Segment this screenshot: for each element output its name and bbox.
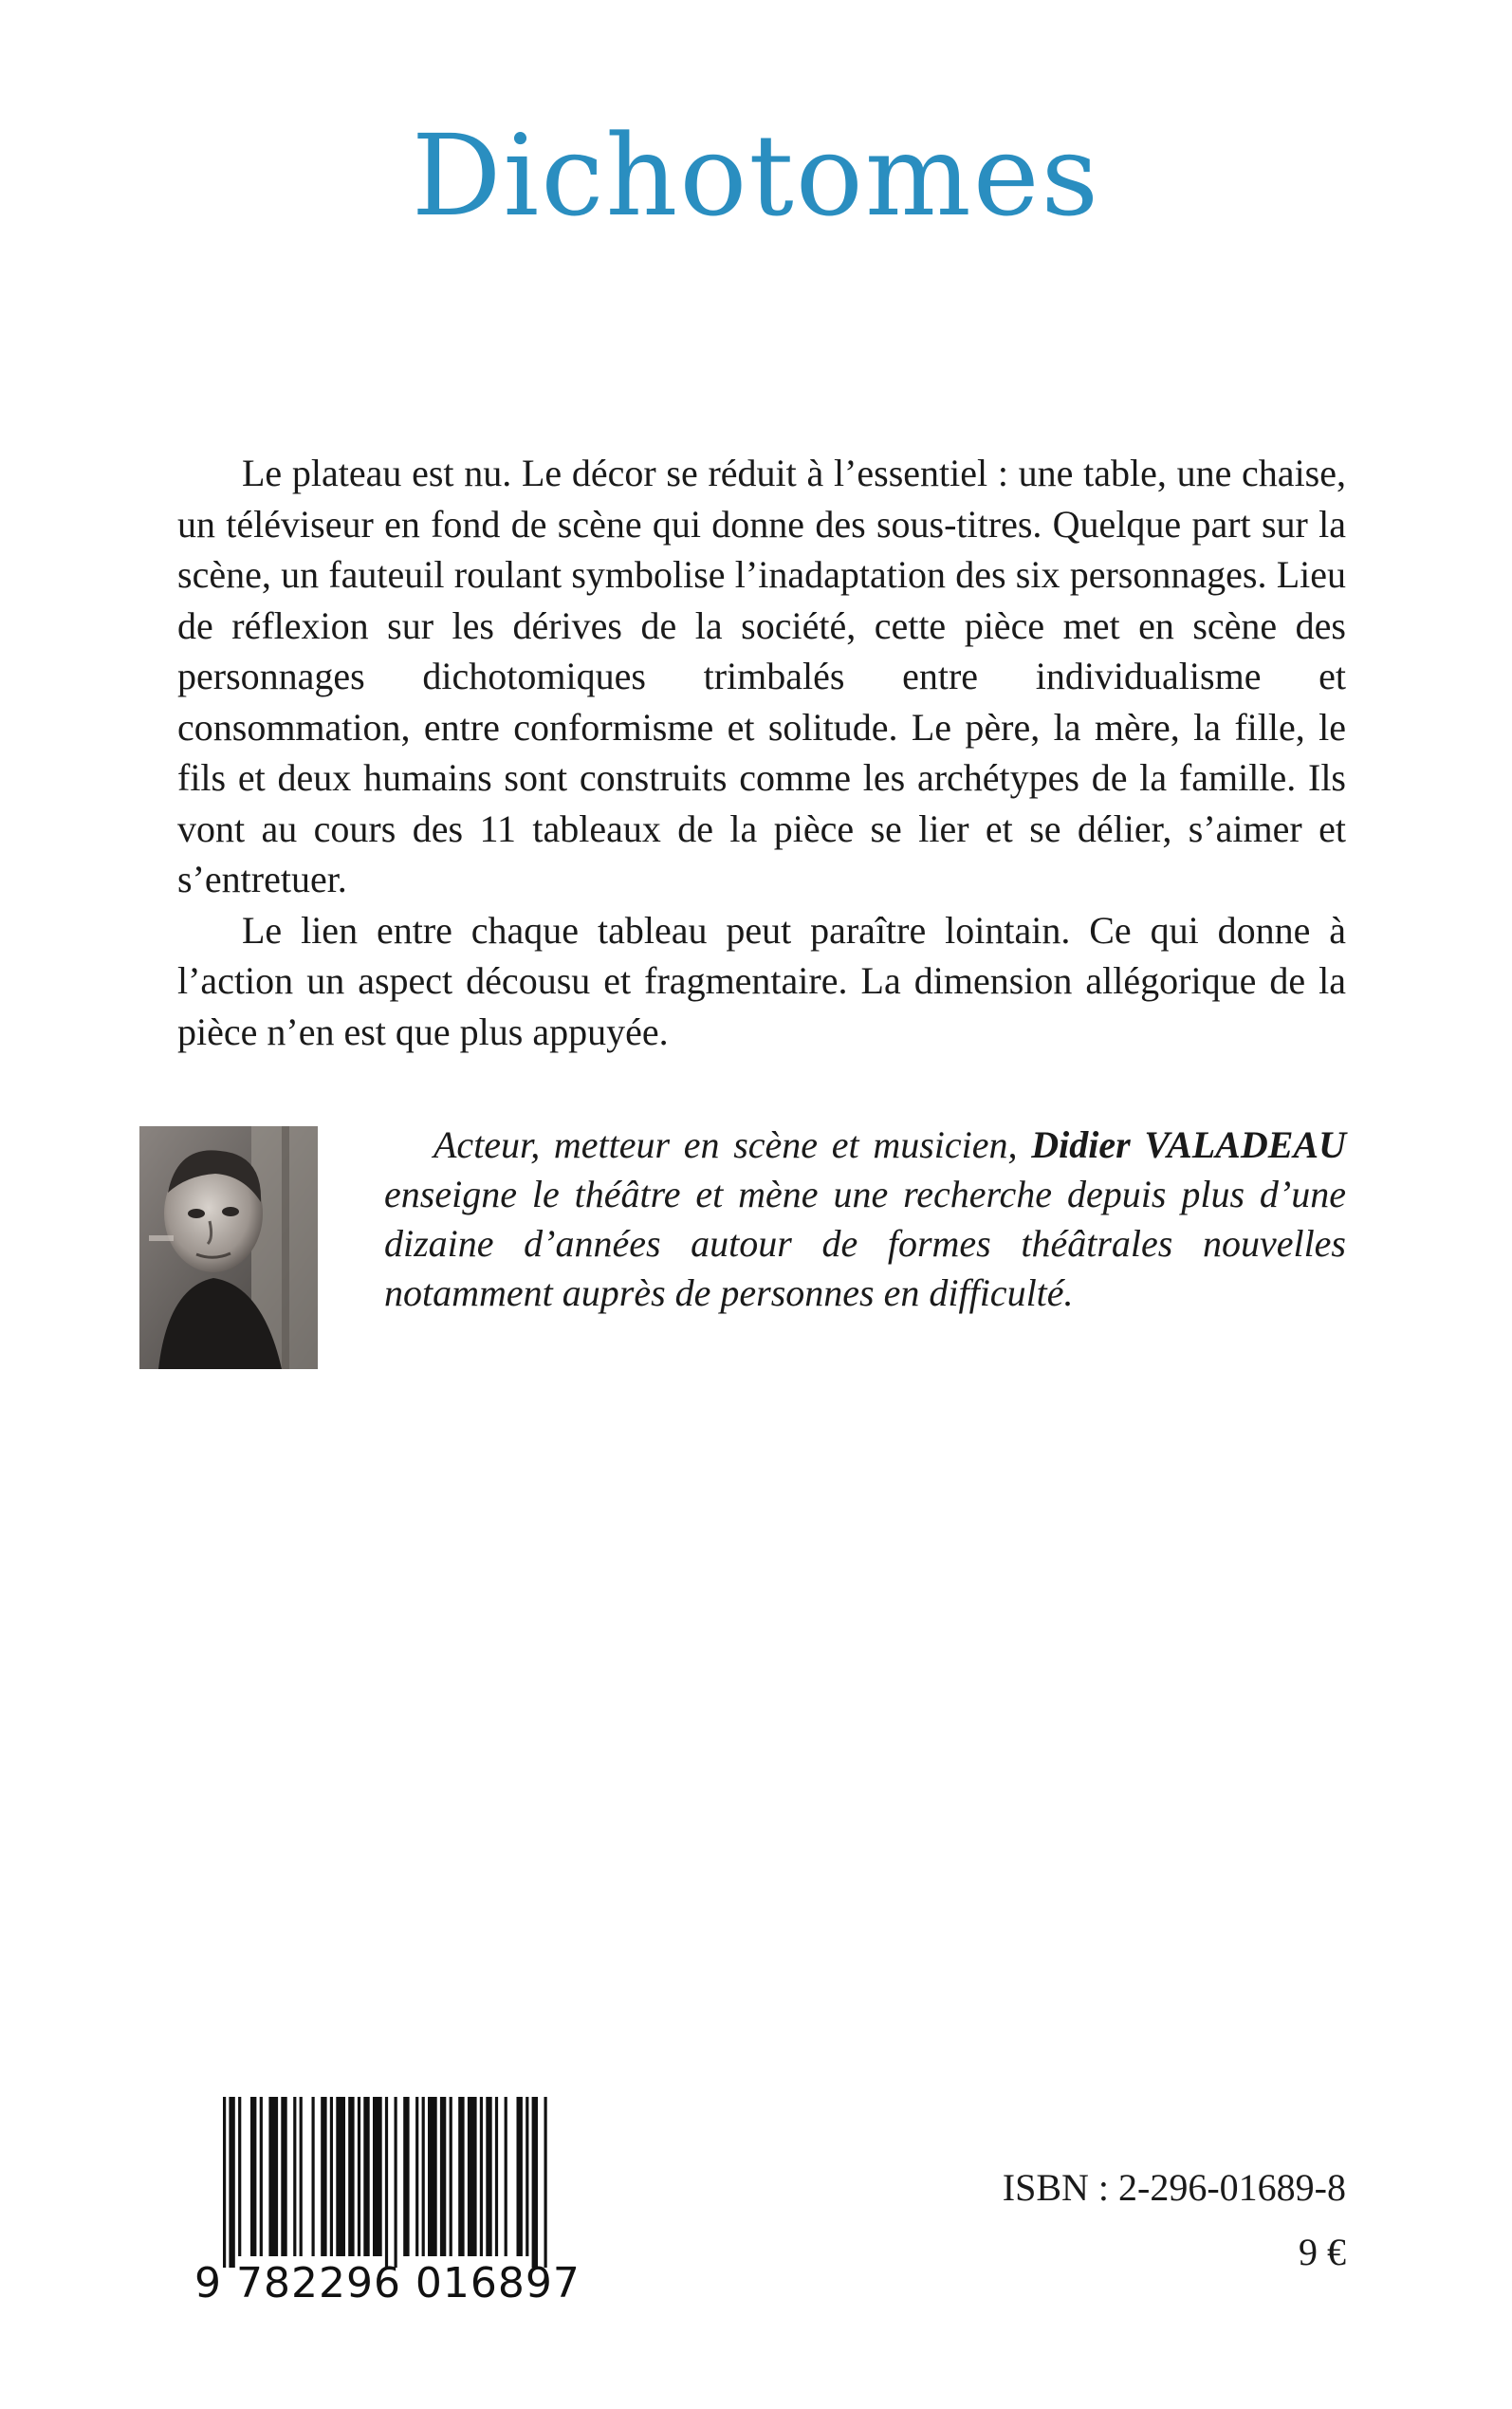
barcode-bar	[495, 2097, 498, 2256]
barcode-bar	[348, 2097, 354, 2256]
barcode-bar	[532, 2097, 538, 2268]
barcode-bar	[458, 2097, 464, 2256]
barcode-bar	[363, 2097, 369, 2256]
barcode-bar	[486, 2097, 491, 2256]
barcode-digits: 9 782296 016897	[194, 2259, 581, 2307]
summary-paragraph: Le lien entre chaque tableau peut paraître lointain. Ce qui donne à l’action un aspect décousu et fragmentaire. La dimension allégorique de la pièce n’en est que plus appuyée.	[177, 908, 1346, 1053]
author-portrait-image	[139, 1126, 318, 1369]
barcode-bar	[480, 2097, 483, 2256]
barcode-bar	[385, 2097, 388, 2268]
barcode-bar	[415, 2097, 418, 2256]
barcode-bar	[544, 2097, 547, 2268]
barcode-bar	[268, 2097, 278, 2256]
barcode-bar	[373, 2097, 382, 2256]
barcode-bar	[505, 2097, 507, 2256]
barcode-bar	[281, 2097, 286, 2256]
summary-paragraph: Le plateau est nu. Le décor se réduit à l’essentiel : une table, une chaise, un téléviseur en fond de scène qui donne des sous-titres. Quelque part sur la scène, un fauteuil roulant symbolise l’inadaptation des six personnages. Lieu de réflexion sur les dérives de la société, cette pièce met en scène des personnages dichotomiques trimbalés entre individualisme et consommation, entre conformisme et solitude. Le père, la mère, la fille, le fils et deux humains sont construits comme les archétypes de la famille. Ils vont au cours des 11 tableaux de la pièce se lier et se délier, s’aimer et s’entretuer.	[177, 452, 1346, 900]
barcode-bar	[312, 2097, 315, 2256]
barcode-bar	[440, 2097, 446, 2256]
barcode-bar	[300, 2097, 303, 2256]
barcode-bar	[238, 2097, 241, 2256]
barcode-bar	[526, 2097, 528, 2256]
barcode-bar	[517, 2097, 523, 2256]
author-photo	[139, 1126, 318, 1369]
barcode-bar	[422, 2097, 425, 2256]
barcode-bar	[260, 2097, 263, 2256]
author-bio-text	[384, 1121, 1346, 1318]
price: 9 €	[1299, 2231, 1346, 2273]
barcode-bar	[403, 2097, 409, 2256]
barcode-bar	[468, 2097, 477, 2256]
isbn-number: ISBN : 2-296-01689-8	[1002, 2166, 1346, 2209]
barcode-bar	[321, 2097, 326, 2256]
barcode-bar	[336, 2097, 345, 2256]
barcode-bar	[428, 2097, 437, 2256]
author-name: Didier VALADEAU	[1031, 1123, 1346, 1166]
barcode-bar	[358, 2097, 360, 2256]
barcode-bar	[330, 2097, 333, 2256]
book-title: Dichotomes	[411, 110, 1101, 241]
author-bio	[384, 1121, 1346, 1318]
bio-intro: Acteur, metteur en scène et musicien,	[433, 1123, 1032, 1166]
barcode-bar	[450, 2097, 452, 2256]
book-summary	[177, 448, 1346, 1057]
bio-description: enseigne le théâtre et mène une recherche depuis plus d’une dizaine d’années autour de formes théâtrales nouvelles notamment auprès de personnes en difficulté.	[384, 1173, 1346, 1314]
barcode-bar	[250, 2097, 256, 2256]
barcode-bar	[229, 2097, 234, 2268]
barcode-bar	[293, 2097, 296, 2256]
barcode-bar	[223, 2097, 226, 2268]
barcode-bar	[395, 2097, 397, 2268]
